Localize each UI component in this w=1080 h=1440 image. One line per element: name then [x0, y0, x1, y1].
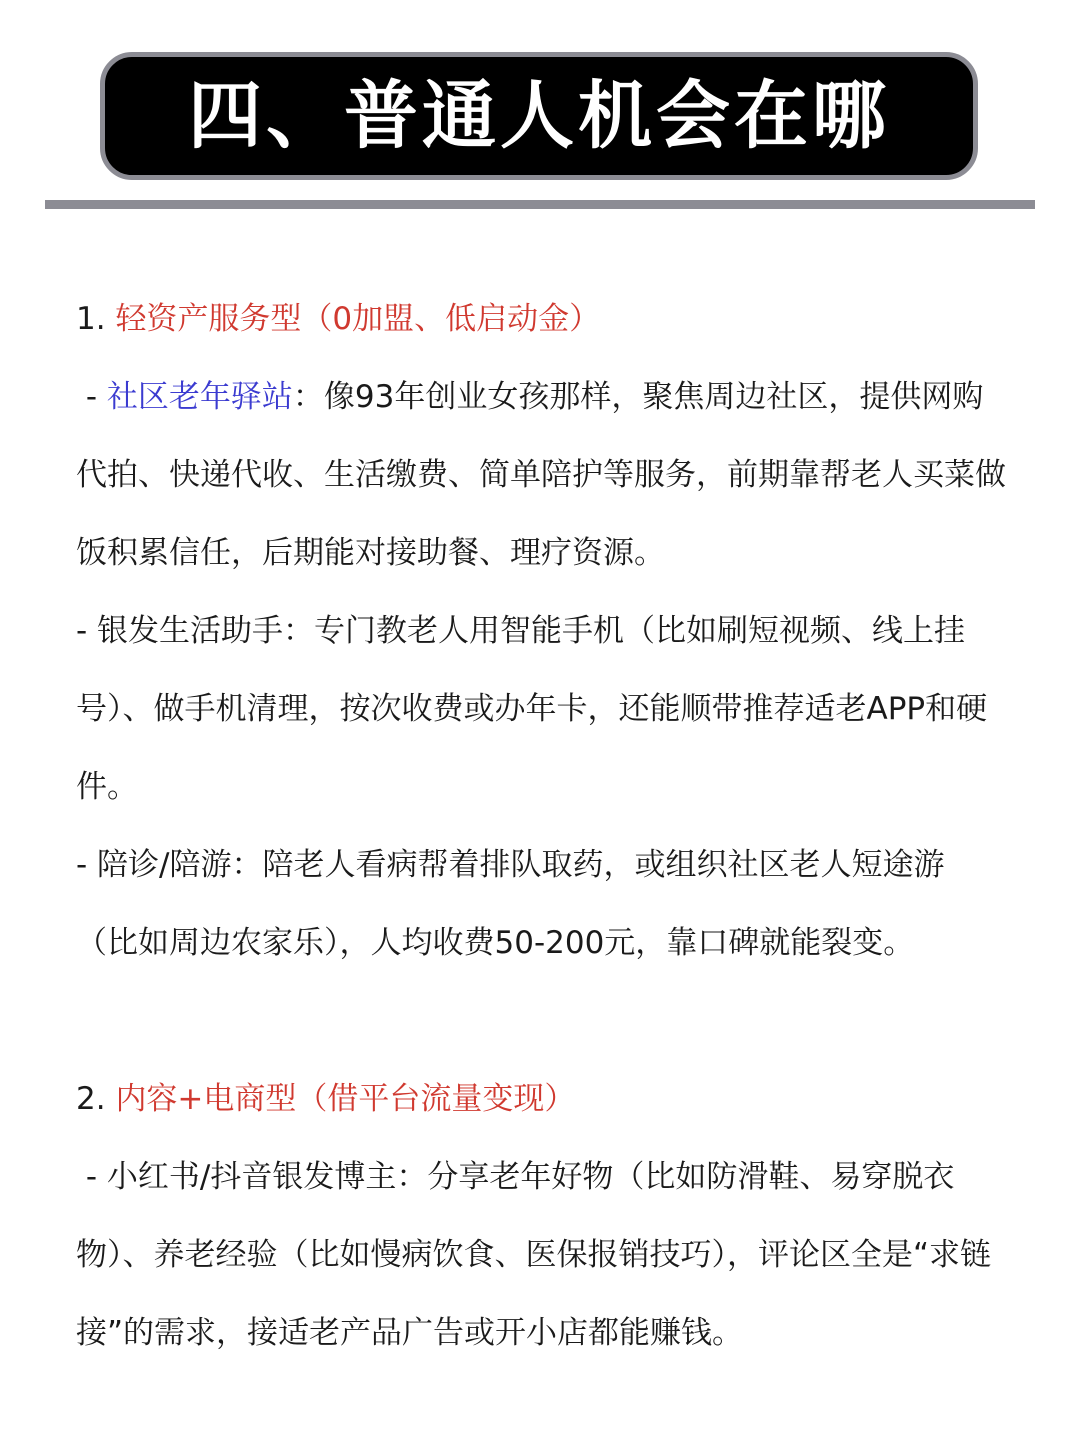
list-item-prefix: -: [76, 613, 98, 649]
section-number-2: 2.: [76, 1081, 116, 1117]
section-heading-1: [76, 280, 1006, 358]
list-item-community-station: [76, 358, 1006, 592]
list-item-silver-blogger: [76, 1138, 1006, 1372]
section-heading-2: [76, 1060, 1006, 1138]
list-item-text: ：陪老人看病帮着排队取药，或组织社区老人短途游（比如周边农家乐），人均收费50-200元，靠口碑就能裂变。: [76, 847, 945, 961]
list-item-text: ：专门教老人用智能手机（比如刷短视频、线上挂号）、做手机清理，按次收费或办年卡，还能顺带推荐适老APP和硬件。: [76, 613, 988, 805]
list-item-name-highlight: 社区老年驿站: [106, 379, 293, 415]
list-item-silver-assistant: [76, 592, 1006, 826]
list-item-name: 银发生活助手: [97, 613, 284, 649]
list-item-text: ：分享老年好物（比如防滑鞋、易穿脱衣物）、养老经验（比如慢病饮食、医保报销技巧），评论区全是“求链接”的需求，接适老产品广告或开小店都能赚钱。: [76, 1159, 992, 1351]
title-divider: [45, 200, 1035, 209]
article-body: [76, 280, 1006, 1372]
list-item-prefix: -: [76, 1159, 107, 1195]
list-item-name: 小红书/抖音银发博主: [106, 1159, 397, 1195]
title-banner: [100, 52, 978, 180]
list-item-prefix: -: [76, 847, 98, 883]
section-spacer: [76, 982, 1006, 1060]
list-item-prefix: -: [76, 379, 107, 415]
list-item-escort: [76, 826, 1006, 982]
section-title-2: 内容+电商型（借平台流量变现）: [115, 1081, 576, 1117]
page-title: 四、普通人机会在哪: [188, 73, 890, 159]
section-title-1: 轻资产服务型（0加盟、低启动金）: [115, 301, 601, 337]
list-item-text: ：像93年创业女孩那样，聚焦周边社区，提供网购代拍、快递代收、生活缴费、简单陪护等服务，前期靠帮老人买菜做饭积累信任，后期能对接助餐、理疗资源。: [76, 379, 1006, 571]
section-number-1: 1.: [76, 301, 116, 337]
list-item-name: 陪诊/陪游: [97, 847, 232, 883]
